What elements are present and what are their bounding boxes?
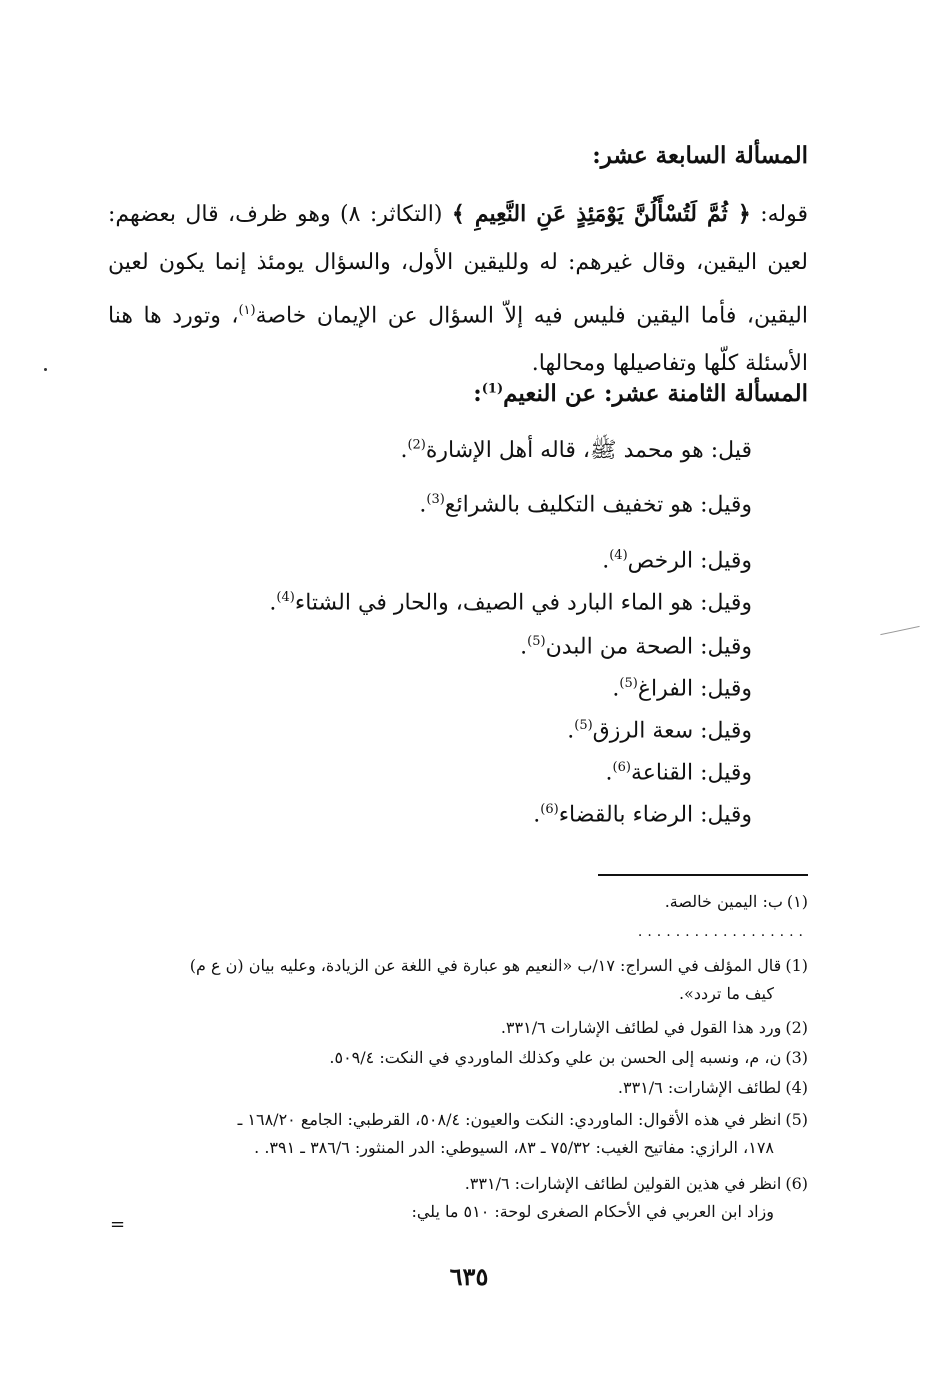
footnote-ref: (5) xyxy=(527,634,546,649)
section-18-heading xyxy=(473,380,808,407)
opinion-text: وقيل: الصحة من البدن xyxy=(545,634,752,660)
footnote-ref: (6) xyxy=(540,802,559,817)
continuation-mark: = xyxy=(110,1214,126,1235)
heading-colon: : xyxy=(473,380,482,407)
period: . xyxy=(419,492,427,518)
opinion-line xyxy=(400,436,752,468)
footnote-ref: (1) xyxy=(481,381,504,397)
footnote-number: (١) xyxy=(786,892,808,911)
opinion-line xyxy=(269,590,752,615)
editor-footnote xyxy=(618,1074,808,1102)
footnote-separator-rule xyxy=(598,874,808,876)
scan-speck xyxy=(44,368,47,371)
opinion-line xyxy=(533,802,752,827)
section-17-heading: المسألة السابعة عشر: xyxy=(592,142,808,169)
quran-verse: ﴿ ثُمَّ لَتُسْأَلُنَّ يَوْمَئِذٍ عَنِ النَّعِيمِ ﴾ xyxy=(451,201,751,227)
footnote-number: (5) xyxy=(785,1110,808,1129)
footnote-text: انظر في هذه الأقوال: الماوردي: النكت والعيون: ٥٠٨/٤، القرطبي: الجامع ١٦٨/٢٠ ـ xyxy=(237,1110,782,1129)
footnote-number: (6) xyxy=(785,1174,808,1193)
page-number: ٦٣٥ xyxy=(449,1262,489,1291)
editor-footnote xyxy=(501,1014,808,1042)
margin-scratch xyxy=(880,626,919,635)
opinion-line xyxy=(419,492,752,517)
manuscript-footnote xyxy=(665,888,808,916)
opinion-text: وقيل: الرخص xyxy=(627,548,752,574)
footnote-ref: (4) xyxy=(276,590,295,605)
footnote-ref: (5) xyxy=(619,676,638,691)
footnote-text: انظر في هذين القولين لطائف الإشارات: ٣٣١/٦. xyxy=(464,1174,782,1193)
editor-footnote xyxy=(108,1106,808,1162)
opinion-text: وقيل: سعة الرزق xyxy=(592,718,752,744)
footnote-ref: (١) xyxy=(238,303,256,318)
period: . xyxy=(602,548,610,574)
period: . xyxy=(269,590,277,616)
opinion-line xyxy=(606,760,753,785)
opinion-line xyxy=(520,634,752,659)
footnote-number: (4) xyxy=(785,1078,808,1097)
period: . xyxy=(533,802,541,828)
editor-footnote xyxy=(411,1170,808,1226)
heading-text: المسألة الثامنة عشر: عن النعيم xyxy=(503,380,808,407)
opinion-text: وقيل: الفراغ xyxy=(637,676,752,702)
editor-footnote xyxy=(108,952,808,1008)
editor-footnote xyxy=(329,1044,808,1072)
opinion-text: وقيل: هو الماء البارد في الصيف، والحار في الشتاء xyxy=(294,590,752,616)
footnote-continuation: كيف ما تردد». xyxy=(678,984,774,1003)
footnote-number: (3) xyxy=(785,1048,808,1067)
period: . xyxy=(400,438,408,463)
footnote-ref: (3) xyxy=(426,492,445,507)
section-17-paragraph xyxy=(108,190,808,388)
opinion-text: وقيل: الرضاء بالقضاء xyxy=(558,802,752,828)
footnote-ref: (6) xyxy=(612,760,631,775)
footnote-ref: (2) xyxy=(407,437,426,453)
period: . xyxy=(605,760,613,786)
dotted-separator: .................. xyxy=(637,924,808,940)
footnote-continuation: ١٧٨، الرازي: مفاتيح الغيب: ٧٥/٣٢ ـ ٨٣، السيوطي: الدر المنثور: ٣٨٦/٦ ـ ٣٩١. . xyxy=(254,1138,774,1157)
footnote-text: لطائف الإشارات: ٣٣١/٦. xyxy=(617,1078,782,1097)
footnote-continuation: وزاد ابن العربي في الأحكام الصغرى لوحة: ٥١٠ ما يلي: xyxy=(411,1202,774,1221)
period: . xyxy=(520,634,528,660)
period: . xyxy=(612,676,620,702)
opinion-text: وقيل: القناعة xyxy=(630,760,752,786)
period: . xyxy=(567,718,575,744)
paragraph-body: (التكاثر: ٨) وهو ظرف، قال بعضهم: لعين اليقين، وقال غيرهم: له ولليقين الأول، والسؤال يومئذ إنما يكون لعين اليقين، فأما اليقين فليس فيه إلاّ السؤال عن الإيمان خاصة xyxy=(108,202,808,329)
lead-text: قوله: xyxy=(750,202,808,227)
opinion-line xyxy=(602,548,752,573)
footnote-text: ب: اليمين خالصة. xyxy=(664,892,783,911)
paragraph-tail: ، وتورد ها هنا الأسئلة كلّها وتفاصيلها ومحالها. xyxy=(108,303,808,377)
footnote-ref: (5) xyxy=(574,718,593,733)
footnote-number: (2) xyxy=(785,1018,808,1037)
footnote-ref: (4) xyxy=(609,548,628,563)
footnote-text: ورد هذا القول في لطائف الإشارات ٣٣١/٦. xyxy=(500,1018,782,1037)
opinion-text: وقيل: هو تخفيف التكليف بالشرائع xyxy=(444,492,752,518)
opinion-line xyxy=(612,676,752,701)
opinion-line xyxy=(567,718,752,743)
footnote-number: (1) xyxy=(785,956,808,975)
opinion-text: قيل: هو محمد ﷺ، قاله أهل الإشارة xyxy=(425,438,752,463)
footnote-text: قال المؤلف في السراج: ١٧/ب «النعيم هو عبارة في اللغة عن الزيادة، وعليه بيان (ن ع م) xyxy=(189,956,782,975)
footnote-text: ن، م، ونسبه إلى الحسن بن علي وكذلك الماوردي في النكت: ٥٠٩/٤. xyxy=(329,1048,782,1067)
